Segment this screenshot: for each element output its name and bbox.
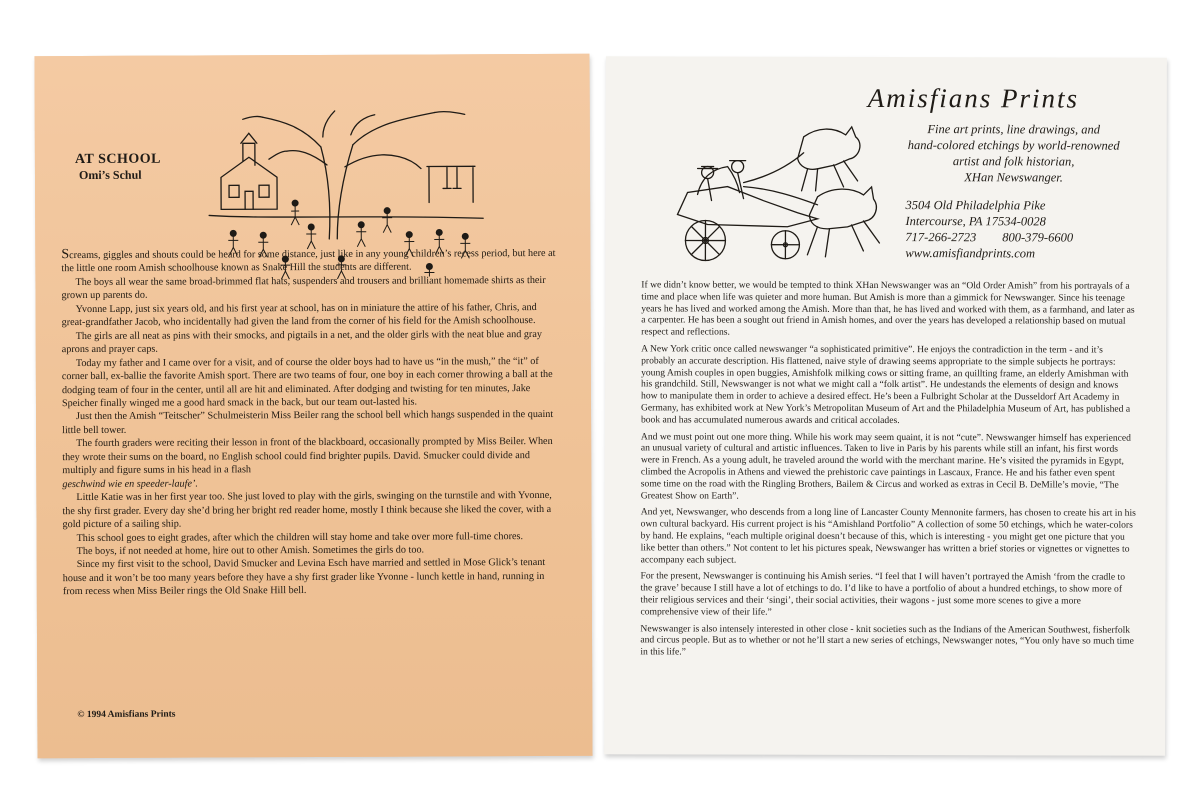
website: www.amisfiandprints.com (905, 246, 1036, 261)
body-paragraph: If we didn’t know better, we would be tempted to think XHan Newswanger was an “Old Order Amish” from his portrayals of a time and place when life was quieter and more human. But Amish is more than a gimmick for Newswanger. Since his teenage years he has lived and worked among the Amish. More than that, he has lived and worked with them, as a farmhand, and later as a carpenter. He has been a sought out friend in Amish homes, and over the years has developed a relationship based on mutual respect and reflections. (641, 279, 1135, 338)
body-paragraph: And we must point out one more thing. While his work may seem quaint, it is not “cute”. Newswanger himself has experienced an unusual variety of cultural and artistic influences. Taken to live in Paris by his parents while still an infant, his first words were in French. As a young adult, he traveled around the world with the merchant marine. He’s visited the pyramids in Egypt, climbed the Acropolis in Athens and viewed the prehistoric cave paintings in Lascaux, France. He and his father even spent some time on the road with the Ringling Brothers, Bailem & Circus and worked as extras in Cecil B. DeMille’s movie, “The Greatest Show on Earth”. (640, 430, 1131, 502)
street-address: 3504 Old Philadelphia Pike (905, 198, 1046, 213)
company-name: Amisfians Prints (867, 82, 1080, 114)
body-paragraph: And yet, Newswanger, who descends from a long line of Lancaster County Mennonite farmers, has chosen to create his art in his own cultural backyard. His current project is his “Amishland Portfolio” A collection of some 50 etchings, which he water-colors by hand. He explains, “each multiple original doesn’t because of this, which is interesting - you might get one picture that you like better than others.” Not content to let his pictures speak, Newswanger has written a brief stories or vignettes or vignettes to accompany each subject. (640, 506, 1136, 566)
body-paragraph: The boys, if not needed at home, hire out to other Amish. Sometimes the girls do too. (76, 544, 425, 558)
city-state-zip: Intercourse, PA 17534-0028 (905, 214, 1046, 229)
body-paragraph: Yvonne Lapp, just six years old, and his first year at school, has on in miniature the attire of his father, Chris, and great-grandfather Jacob, who incidentally had given the land from the corner of his field for the Amish schoolhouse. (61, 301, 537, 329)
page-title: AT SCHOOL (74, 151, 162, 168)
body-paragraph: Just then the Amish “Teitscher” Schulmeisterin Miss Beiler rang the school bell which hangs suspended in the quaint little bell tower. (62, 409, 554, 436)
body-paragraph: A New York critic once called newswanger “a sophisticated primitive”. He enjoys the contradiction in the term - and it’s probably an accurate description. His flattened, naive style of drawing seems appropriate to the simple subjects he portrays: young Amish couples in open buggies, Amishfolk milking cows or sitting frame, an quillting frame, an elderly Amishman with his grandchild. Still, Newswanger is not what we might call a “folk artist”. He undestands the elements of design and knows how to manipulate them in order to achieve a desired effect. He’s been a Fulbright Scholar at the Dusseldorf Art Academy in Germany, has exhibited work at New York’s Metropolitan Museum of Art and the Philadelphia Museum of Art, has published a book and has accumulated numerous awards and critical accolades. (640, 343, 1131, 426)
at-school-sheet (34, 54, 592, 758)
contact-block (905, 197, 1125, 262)
body-paragraph: For the present, Newswanger is continuing his Amish series. “I feel that I will haven’t portrayed the Amish ‘from the cradle to the grave’ because I still have a lot of etchings to do. I’d like to have a portfolio of about a hundred etchings, to show more of their religious services and their ‘singi’, their social activities, their wagons - just some more scenes to give a more comprehensive view of their life.” (640, 570, 1126, 618)
body-paragraph: The fourth graders were reciting their lesson in front of the blackboard, occasionally prompted by Miss Beiler. When they wrote their sums on the board, no English school could find brighter pupils. David. Smucker could divide and multiply and figure sums in his head in a flash (62, 436, 553, 477)
body-paragraph: The girls are all neat as pins with their smocks, and pigtails in a net, and the older girls with the neat blue and gray aprons and prayer caps. (61, 328, 542, 356)
amisfians-prints-sheet (604, 56, 1167, 755)
tagline-line: hand-colored etchings by world-renowned (907, 138, 1120, 153)
tagline (874, 121, 1154, 186)
body-paragraph: Today my father and I came over for a visit, and of course the older boys had to have us “in the mush,” the “it” of corner ball, ex-ballie the favorite Amish sport. There are two teams of four, one boy in each corner throwing a ball at the dodging team of four in the center, until all are hit and eliminated. After dodging and twisting for ten minutes, Jake Speicher finally winged me a good hard smack in the back, but our team out-lasted his. (61, 355, 553, 410)
copyright-notice: © 1994 Amisfians Prints (77, 709, 176, 721)
phone-number: 717-266-2723 (905, 230, 977, 245)
phone-number-tollfree: 800-379-6600 (1002, 230, 1074, 245)
body-paragraph: Newswanger is also intensely interested in other close - knit societies such as the Indians of the American Southwest, fisherfolk and circus people. But as to whether or not he’ll start a new series of etchings, Newswanger notes, “You only have so much time in this life.” (640, 622, 1134, 658)
body-paragraph-italic: geschwind wie en speeder-laufe’. (62, 478, 198, 490)
page-subtitle: Omi’s Schul (78, 167, 142, 183)
article-body (640, 279, 1137, 664)
tagline-line: Fine art prints, line drawings, and (927, 122, 1101, 137)
body-paragraph: The boys all wear the same broad-brimmed flat hats, suspenders and trousers and brilliant homemade shirts as their grown up parents do. (61, 274, 546, 302)
body-paragraph: Since my first visit to the school, David Smucker and Levina Esch have married and settled in Mose Glick’s tenant house and it won’t be too many years before they have a shy first grader like Yvonne - lunch kettle in hand, running in from recess when Miss Beiler rings the Old Snake Hill bell. (62, 557, 546, 598)
body-paragraph: Little Katie was in her first year too. She just loved to play with the girls, swinging on the turnstile and with Yvonne, the shy first grader. Every day she’d bring her bright red reader home, mostly I think because she liked the cover, with a gold picture of a sailing ship. (62, 490, 552, 531)
tagline-line: artist and folk historian, (952, 154, 1075, 169)
tagline-line: XHan Newswanger. (964, 170, 1063, 185)
body-paragraph: Screams, giggles and shouts could be heard for some distance, just like in any young children’s recess period, but here at the little one room Amish schoolhouse known as Snake Hill the students are different. (61, 247, 556, 275)
horse-buggy-illustration (667, 116, 885, 275)
body-paragraph: This school goes to eight grades, after which the children will stay home and take over more full-time chores. (76, 530, 524, 544)
article-body (61, 246, 563, 599)
